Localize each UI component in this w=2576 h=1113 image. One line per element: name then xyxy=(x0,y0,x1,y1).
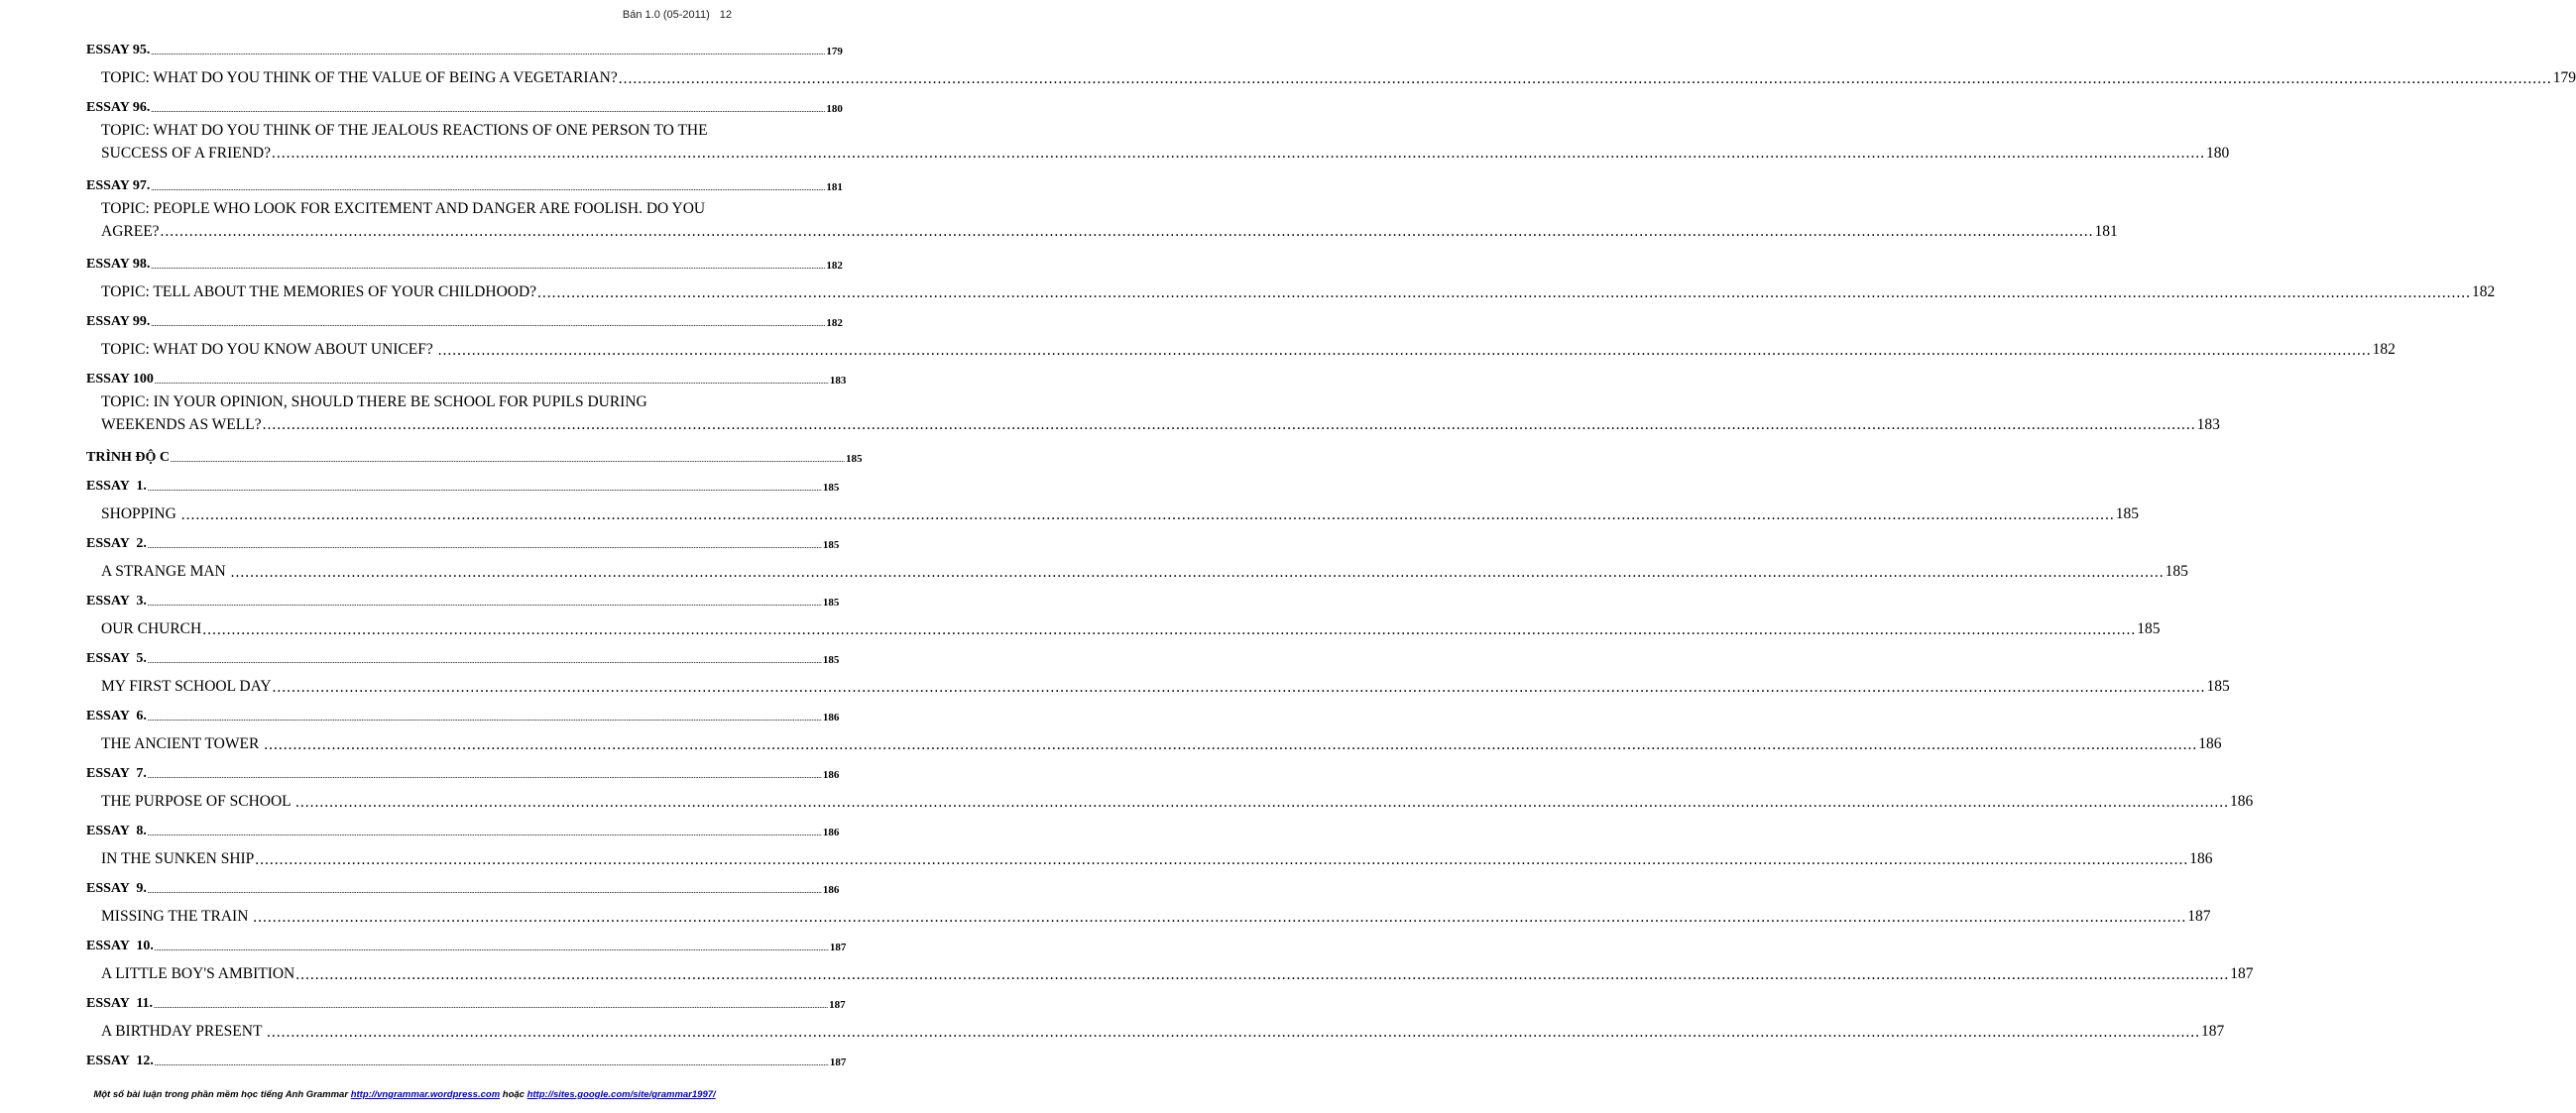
toc-page-number: 187 xyxy=(2201,1023,2225,1040)
dot-leader: ................................................................................................................................................................................................................................................................................................................................................................................................................ xyxy=(264,736,2198,753)
toc-essay-title: ESSAY 100 xyxy=(86,372,154,387)
toc-page-number: 186 xyxy=(2198,735,2222,752)
toc-essay-entry[interactable] xyxy=(86,757,840,786)
toc-topic-title: A LITTLE BOY'S AMBITION xyxy=(101,965,295,982)
dot-leader: ................................................................................................................................................................................................................................................................................................................................................................................................................ xyxy=(151,322,826,328)
toc-page-number: 187 xyxy=(829,999,846,1011)
toc-page-number: 179 xyxy=(826,46,843,57)
toc-page-number: 181 xyxy=(826,181,843,193)
toc-essay-entry[interactable] xyxy=(86,585,840,613)
toc-topic-line2: WEEKENDS AS WELL? xyxy=(101,416,262,433)
toc-page-number: 181 xyxy=(2094,223,2118,240)
footer-link-wordpress[interactable]: http://vngrammar.wordpress.com xyxy=(350,1089,501,1100)
toc-topic-line1: TOPIC: PEOPLE WHO LOOK FOR EXCITEMENT AND DANGER ARE FOOLISH. DO YOU xyxy=(101,200,706,217)
dot-leader: ................................................................................................................................................................................................................................................................................................................................................................................................................ xyxy=(160,223,2094,240)
dot-leader: ................................................................................................................................................................................................................................................................................................................................................................................................................ xyxy=(537,284,2472,301)
toc-topic-entry[interactable] xyxy=(86,62,2576,91)
dot-leader: ................................................................................................................................................................................................................................................................................................................................................................................................................ xyxy=(271,145,2205,162)
toc-essay-title: ESSAY 1. xyxy=(86,479,147,494)
dot-leader: ................................................................................................................................................................................................................................................................................................................................................................................................................ xyxy=(272,679,2206,696)
dot-leader: ................................................................................................................................................................................................................................................................................................................................................................................................................ xyxy=(294,794,2229,811)
toc-topic-entry[interactable] xyxy=(86,499,2139,527)
toc-page-number: 185 xyxy=(846,453,863,465)
table-of-contents xyxy=(86,34,2576,1073)
toc-page-number: 186 xyxy=(822,712,840,723)
footer-link-google-sites[interactable]: http://sites.google.com/site/grammar1997/ xyxy=(527,1089,716,1100)
toc-essay-title: ESSAY 3. xyxy=(86,594,147,609)
toc-essay-title: ESSAY 5. xyxy=(86,651,147,666)
dot-leader: ................................................................................................................................................................................................................................................................................................................................................................................................................ xyxy=(147,889,822,895)
toc-topic-entry[interactable] xyxy=(86,728,2222,757)
toc-essay-entry[interactable] xyxy=(86,91,843,120)
dot-leader: ................................................................................................................................................................................................................................................................................................................................................................................................................ xyxy=(147,774,822,780)
dot-leader: ................................................................................................................................................................................................................................................................................................................................................................................................................ xyxy=(147,487,822,493)
dot-leader: ................................................................................................................................................................................................................................................................................................................................................................................................................ xyxy=(151,186,826,192)
toc-topic-line1: TOPIC: WHAT DO YOU THINK OF THE JEALOUS REACTIONS OF ONE PERSON TO THE xyxy=(101,122,708,139)
toc-page-number: 185 xyxy=(2165,563,2188,580)
dot-leader: ................................................................................................................................................................................................................................................................................................................................................................................................................ xyxy=(202,621,2137,638)
page-footer xyxy=(0,1089,809,1100)
toc-essay-title: ESSAY 95. xyxy=(86,43,151,57)
dot-leader: ................................................................................................................................................................................................................................................................................................................................................................................................................ xyxy=(151,108,826,114)
toc-essay-entry[interactable] xyxy=(86,363,847,391)
toc-page-number: 185 xyxy=(822,597,840,609)
dot-leader: ................................................................................................................................................................................................................................................................................................................................................................................................................ xyxy=(618,70,2552,87)
toc-topic-title: THE PURPOSE OF SCHOOL xyxy=(101,793,294,810)
toc-topic-entry[interactable] xyxy=(86,1016,2225,1045)
toc-essay-title: ESSAY 8. xyxy=(86,824,147,838)
toc-page-number: 185 xyxy=(2137,620,2161,637)
toc-essay-title: ESSAY 2. xyxy=(86,536,147,551)
toc-topic-title: TOPIC: TELL ABOUT THE MEMORIES OF YOUR CHILDHOOD? xyxy=(101,283,537,300)
toc-page-number: 182 xyxy=(826,317,843,329)
toc-topic-title: SHOPPING xyxy=(101,505,180,522)
toc-page-number: 183 xyxy=(829,375,847,387)
toc-essay-entry[interactable] xyxy=(86,987,846,1016)
toc-essay-title: ESSAY 11. xyxy=(86,996,154,1011)
toc-page-number: 179 xyxy=(2552,69,2576,86)
dot-leader: ................................................................................................................................................................................................................................................................................................................................................................................................................ xyxy=(147,659,822,665)
dot-leader: ................................................................................................................................................................................................................................................................................................................................................................................................................ xyxy=(262,416,2196,433)
toc-page-number: 186 xyxy=(822,884,840,896)
dot-leader: ................................................................................................................................................................................................................................................................................................................................................................................................................ xyxy=(295,966,2230,983)
toc-topic-line1: TOPIC: IN YOUR OPINION, SHOULD THERE BE SCHOOL FOR PUPILS DURING xyxy=(101,393,647,410)
footer-text-or: hoặc xyxy=(500,1089,527,1100)
toc-topic-entry[interactable] xyxy=(86,613,2161,642)
dot-leader: ................................................................................................................................................................................................................................................................................................................................................................................................................ xyxy=(255,851,2189,868)
toc-page-number: 182 xyxy=(2372,341,2396,358)
dot-leader: ................................................................................................................................................................................................................................................................................................................................................................................................................ xyxy=(253,909,2187,926)
toc-page-number: 180 xyxy=(826,103,843,115)
toc-essay-entry[interactable] xyxy=(86,527,840,556)
dot-leader: ................................................................................................................................................................................................................................................................................................................................................................................................................ xyxy=(147,832,822,837)
toc-essay-entry[interactable] xyxy=(86,815,840,843)
toc-essay-entry[interactable] xyxy=(86,169,843,198)
toc-essay-entry[interactable] xyxy=(86,872,840,901)
dot-leader: ................................................................................................................................................................................................................................................................................................................................................................................................................ xyxy=(230,564,2165,581)
dot-leader: ................................................................................................................................................................................................................................................................................................................................................................................................................ xyxy=(154,946,829,952)
dot-leader: ................................................................................................................................................................................................................................................................................................................................................................................................................ xyxy=(154,1061,829,1067)
toc-page-number: 182 xyxy=(826,260,843,272)
version-label: Bán 1.0 (05-2011) xyxy=(622,9,710,21)
toc-essay-title: TRÌNH ĐỘ C xyxy=(86,450,171,465)
toc-page-number: 187 xyxy=(2230,965,2254,982)
toc-topic-title: MISSING THE TRAIN xyxy=(101,908,253,925)
toc-page-number: 187 xyxy=(829,1057,847,1068)
toc-essay-title: ESSAY 12. xyxy=(86,1054,154,1068)
dot-leader: ................................................................................................................................................................................................................................................................................................................................................................................................................ xyxy=(171,458,846,464)
toc-essay-title: ESSAY 96. xyxy=(86,100,151,115)
dot-leader: ................................................................................................................................................................................................................................................................................................................................................................................................................ xyxy=(147,544,822,550)
toc-page-number: 185 xyxy=(822,482,840,494)
toc-essay-entry[interactable] xyxy=(86,305,843,334)
toc-essay-title: ESSAY 99. xyxy=(86,314,151,329)
toc-essay-entry[interactable] xyxy=(86,248,843,277)
toc-page-number: 186 xyxy=(822,769,840,781)
toc-topic-title: A BIRTHDAY PRESENT xyxy=(101,1023,267,1040)
toc-essay-title: ESSAY 7. xyxy=(86,766,147,781)
toc-topic-entry[interactable] xyxy=(86,671,2230,700)
toc-essay-entry[interactable] xyxy=(86,470,840,499)
toc-topic-entry[interactable] xyxy=(86,958,2254,987)
toc-page-number: 185 xyxy=(822,654,840,666)
dot-leader: ................................................................................................................................................................................................................................................................................................................................................................................................................ xyxy=(151,51,826,56)
toc-topic-entry[interactable] xyxy=(86,198,2118,248)
toc-topic-title: IN THE SUNKEN SHIP xyxy=(101,850,255,867)
toc-topic-title: THE ANCIENT TOWER xyxy=(101,735,264,752)
toc-essay-entry[interactable] xyxy=(86,1045,847,1073)
toc-essay-title: ESSAY 97. xyxy=(86,178,151,193)
toc-page-number: 187 xyxy=(2187,908,2211,925)
toc-page-number: 185 xyxy=(822,539,840,551)
toc-page-number: 185 xyxy=(2206,678,2230,695)
toc-page-number: 182 xyxy=(2472,283,2496,300)
toc-topic-line2: AGREE? xyxy=(101,223,160,240)
toc-essay-title: ESSAY 9. xyxy=(86,881,147,896)
toc-page-number: 186 xyxy=(2189,850,2213,867)
toc-topic-line2: SUCCESS OF A FRIEND? xyxy=(101,145,271,162)
toc-topic-entry[interactable] xyxy=(86,556,2188,585)
toc-topic-entry[interactable] xyxy=(86,120,2230,169)
dot-leader: ................................................................................................................................................................................................................................................................................................................................................................................................................ xyxy=(180,506,2115,523)
toc-page-number: 186 xyxy=(822,827,840,838)
dot-leader: ................................................................................................................................................................................................................................................................................................................................................................................................................ xyxy=(154,1004,829,1010)
dot-leader: ................................................................................................................................................................................................................................................................................................................................................................................................................ xyxy=(154,380,829,386)
toc-topic-entry[interactable] xyxy=(86,334,2396,363)
toc-page-number: 185 xyxy=(2115,505,2139,522)
toc-topic-title: A STRANGE MAN xyxy=(101,563,230,580)
toc-essay-entry[interactable] xyxy=(86,642,840,671)
page-number: 12 xyxy=(719,9,732,21)
toc-topic-title: MY FIRST SCHOOL DAY xyxy=(101,678,272,695)
toc-essay-entry[interactable] xyxy=(86,441,863,470)
dot-leader: ................................................................................................................................................................................................................................................................................................................................................................................................................ xyxy=(267,1024,2201,1041)
dot-leader: ................................................................................................................................................................................................................................................................................................................................................................................................................ xyxy=(147,717,822,723)
toc-topic-entry[interactable] xyxy=(86,786,2254,815)
toc-topic-title: OUR CHURCH xyxy=(101,620,202,637)
toc-topic-entry[interactable] xyxy=(86,391,2220,441)
toc-essay-entry[interactable] xyxy=(86,930,847,958)
toc-essay-title: ESSAY 6. xyxy=(86,709,147,723)
toc-topic-title: TOPIC: WHAT DO YOU THINK OF THE VALUE OF BEING A VEGETARIAN? xyxy=(101,69,618,86)
toc-essay-title: ESSAY 10. xyxy=(86,939,154,953)
toc-page-number: 187 xyxy=(829,942,847,953)
toc-topic-entry[interactable] xyxy=(86,277,2496,305)
toc-page-number: 183 xyxy=(2196,416,2220,433)
toc-page-number: 186 xyxy=(2229,793,2254,810)
toc-essay-title: ESSAY 98. xyxy=(86,257,151,272)
toc-essay-entry[interactable] xyxy=(86,34,843,62)
toc-page-number: 180 xyxy=(2205,145,2230,162)
toc-topic-entry[interactable] xyxy=(86,901,2211,930)
dot-leader: ................................................................................................................................................................................................................................................................................................................................................................................................................ xyxy=(151,265,826,271)
toc-topic-title: TOPIC: WHAT DO YOU KNOW ABOUT UNICEF? xyxy=(101,341,437,358)
footer-text: Một số bài luận trong phần mềm học tiếng Anh Grammar xyxy=(93,1089,351,1100)
dot-leader: ................................................................................................................................................................................................................................................................................................................................................................................................................ xyxy=(437,342,2372,359)
page-header xyxy=(623,9,732,21)
toc-essay-entry[interactable] xyxy=(86,700,840,728)
dot-leader: ................................................................................................................................................................................................................................................................................................................................................................................................................ xyxy=(147,602,822,608)
toc-topic-entry[interactable] xyxy=(86,843,2213,872)
